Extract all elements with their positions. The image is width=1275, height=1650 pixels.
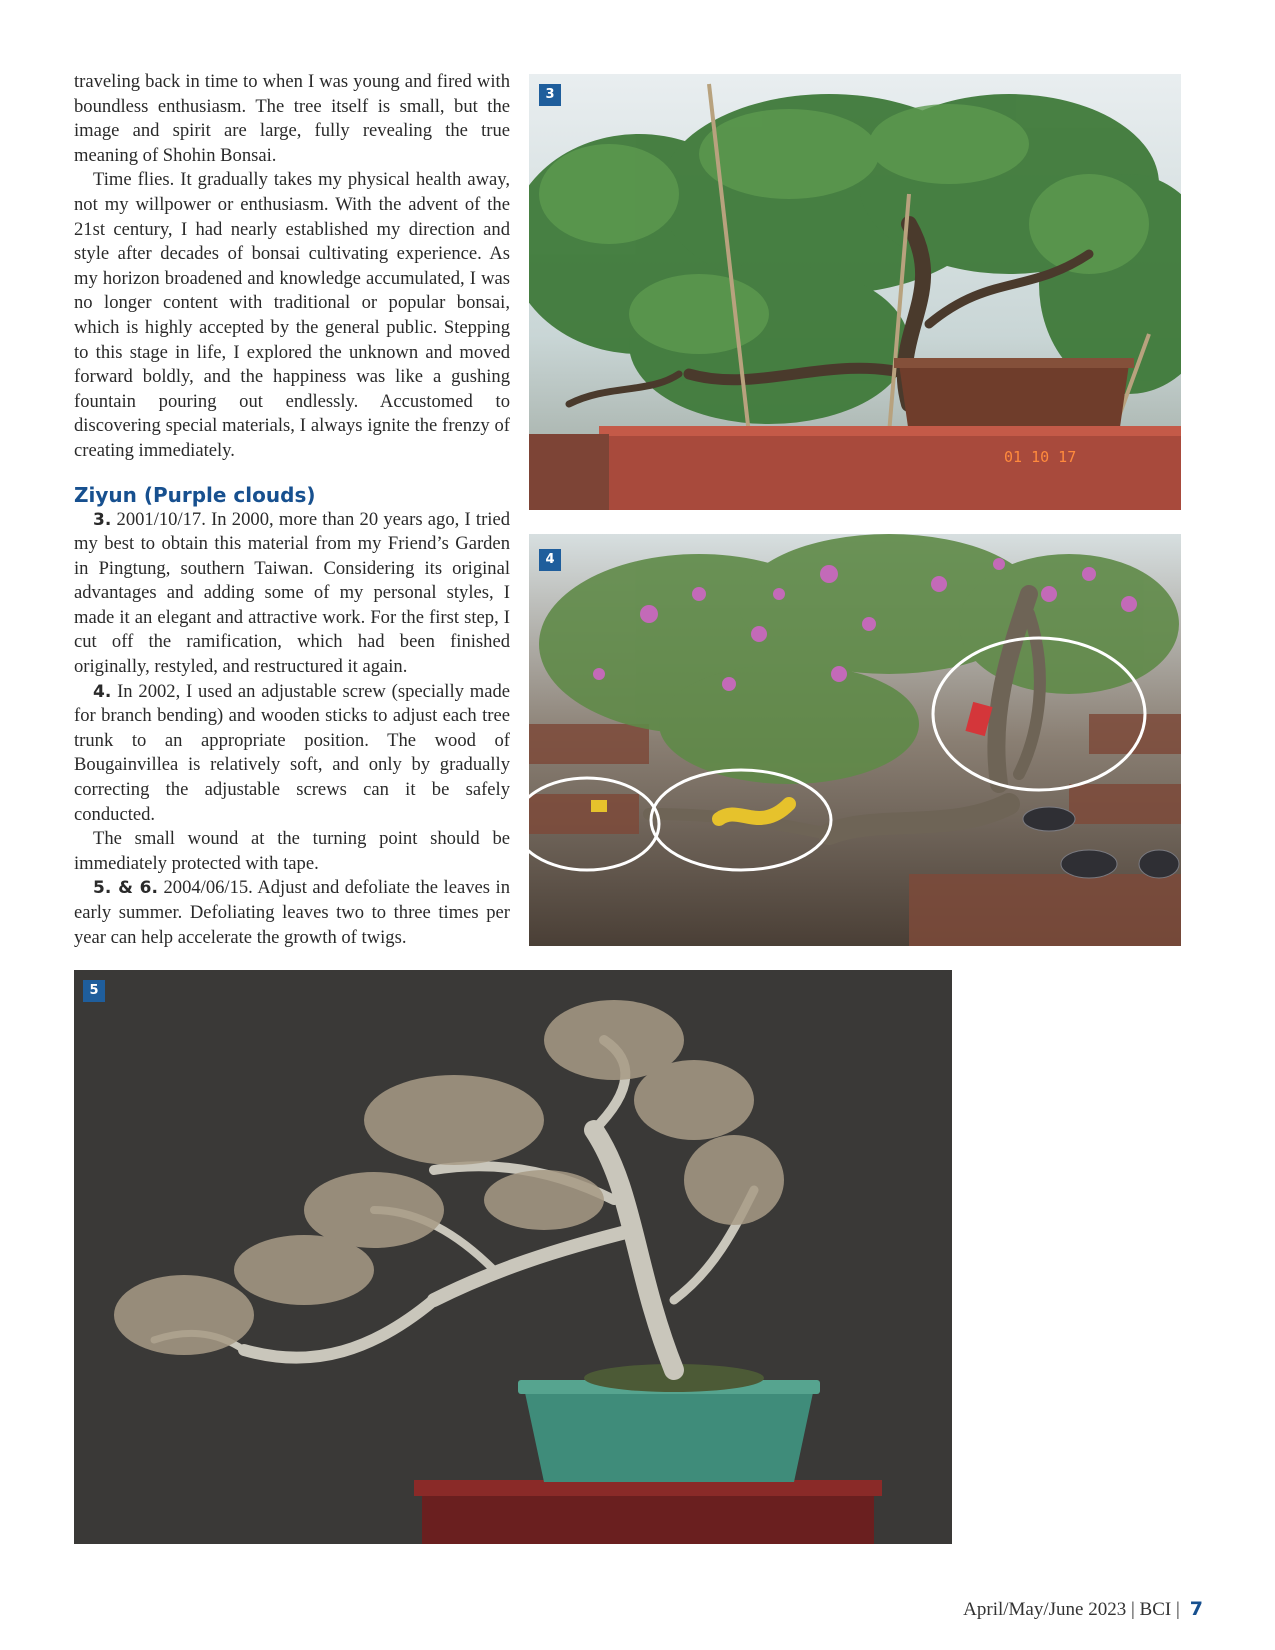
paragraph-step-3: [74, 508, 510, 680]
section-heading: Ziyun (Purple clouds): [74, 482, 316, 507]
issue-label: April/May/June 2023 | BCI |: [963, 1599, 1180, 1620]
page-number: 7: [1189, 1598, 1203, 1620]
figure-4-badge: 4: [539, 549, 561, 571]
paragraph-wound-tape: The small wound at the turning point should be immediately protected with tape.: [74, 828, 510, 874]
step-text: In 2002, I used an adjustable screw (specially made for branch bending) and wooden sticks to adjust each tree trunk to an appropriate position. The wood of Bougainvillea is relatively soft, and only by gradually correcting the adjustable screws can it be safely conducted.: [74, 680, 510, 825]
paragraph-time-flies: Time flies. It gradually takes my physical health away, not my willpower or enthusiasm. With the advent of the 21st century, I had nearly established my direction and style after decades of bonsai cultivating experience. As my horizon broadened and knowledge accumulated, I was no longer content with traditional or popular bonsai, which is highly accepted by the general public. Stepping to this stage in life, I explored the unknown and moved forward boldly, and the happiness was like a gushing fountain pouring out endlessly. Accustomed to discovering special materials, I always ignite the frenzy of creating immediately.: [74, 169, 510, 461]
step-number: 5. & 6.: [93, 878, 158, 899]
figure-5-image: [74, 970, 952, 1544]
figure-5-photo: [74, 970, 952, 1544]
step-text: 2004/06/15. Adjust and defoliate the leaves in early summer. Defoliating leaves two to three times per year can help accelerate the growth of twigs.: [74, 877, 510, 948]
article-text-column: [74, 70, 510, 950]
step-text: 2001/10/17. In 2000, more than 20 years ago, I tried my best to obtain this material from my Friend’s Garden in Pingtung, southern Taiwan. Considering its original advantages and adding some of my personal styles, I made it an elegant and attractive work. For the first step, I cut off the ramification, which had been finished originally, restyled, and restructured it again.: [74, 508, 510, 678]
figure-3-badge: 3: [539, 84, 561, 106]
figure-4-photo: [529, 534, 1181, 946]
figure-3-photo: [529, 74, 1181, 510]
paragraph-step-4: [74, 680, 510, 828]
paragraph-step-5-6: [74, 876, 510, 950]
date-stamp: 01 10 17: [1004, 448, 1077, 466]
page-footer: [963, 1598, 1203, 1621]
step-number: 4.: [93, 681, 112, 702]
figure-4-image: [529, 534, 1181, 946]
step-number: 3.: [93, 509, 112, 530]
paragraph-continuation: traveling back in time to when I was young and fired with boundless enthusiasm. The tree itself is small, but the image and spirit are large, fully revealing the true meaning of Shohin Bonsai.: [74, 71, 510, 166]
figure-5-badge: 5: [83, 980, 105, 1002]
figure-3-image: [529, 74, 1181, 510]
